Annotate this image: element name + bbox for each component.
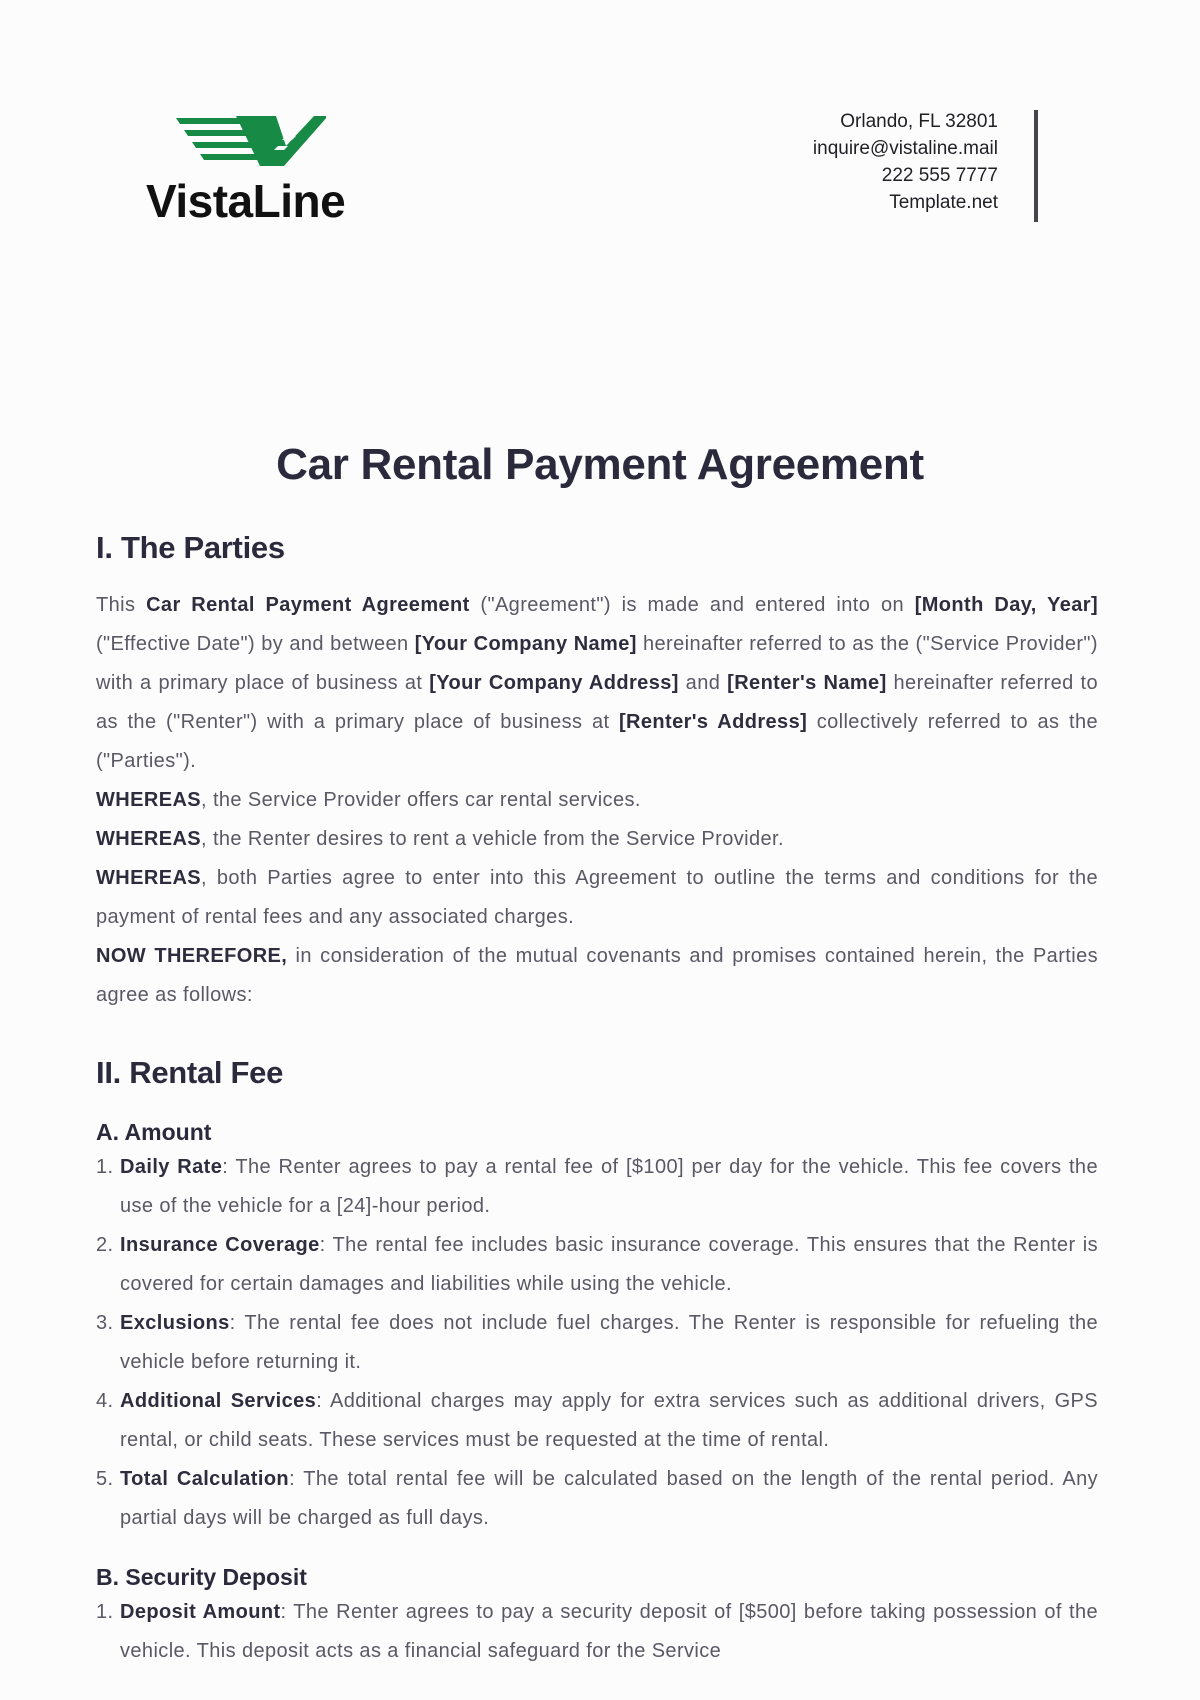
whereas-clause: WHEREAS, both Parties agree to enter into this Agreement to outline the terms and conditions for the payment of rental fees and any associated charges. bbox=[96, 867, 1098, 928]
list-item: 1. Deposit Amount: The Renter agrees to pay a security deposit of [$500] before taking possession of the vehicle. This deposit acts as a financial safeguard for the Service bbox=[96, 1601, 1099, 1662]
contact-block bbox=[813, 108, 998, 216]
contact-website[interactable]: Template.net bbox=[889, 192, 998, 213]
list-item: 5. Total Calculation: The total rental fee will be calculated based on the length of the rental period. Any partial days will be charged as full days. bbox=[96, 1468, 1098, 1529]
contact-address: Orlando, FL 32801 bbox=[840, 111, 998, 132]
section-heading-parties: I. The Parties bbox=[96, 530, 285, 565]
subsection-heading-security-deposit: B. Security Deposit bbox=[96, 1564, 307, 1590]
now-therefore-clause: NOW THEREFORE, in consideration of the mutual covenants and promises contained herein, the Parties agree as follows: bbox=[96, 945, 1098, 1006]
parties-intro-paragraph: This Car Rental Payment Agreement ("Agreement") is made and entered into on [Month Day, Year] ("Effective Date") by and between [Your Company Name] hereinafter referred to as the ("Service Provider") with a primary place of business at [Your Company Address] and [Renter's Name] hereinafter referred to as the ("Renter") with a primary place of business at [Renter's Address] collectively referred to as the ("Parties"). bbox=[96, 594, 1099, 772]
list-item: 3. Exclusions: The rental fee does not include fuel charges. The Renter is responsible for refueling the vehicle before returning it. bbox=[96, 1312, 1098, 1373]
list-item: 1. Daily Rate: The Renter agrees to pay a rental fee of [$100] per day for the vehicle. This fee covers the use of the vehicle for a [24]-hour period. bbox=[96, 1156, 1098, 1217]
subsection-heading-amount: A. Amount bbox=[96, 1119, 212, 1145]
amount-list bbox=[96, 1148, 1098, 1538]
list-item: 4. Additional Services: Additional charges may apply for extra services such as additional drivers, GPS rental, or child seats. These services must be requested at the time of rental. bbox=[96, 1390, 1099, 1451]
contact-email[interactable]: inquire@vistaline.mail bbox=[812, 138, 998, 159]
section-heading-rental-fee: II. Rental Fee bbox=[96, 1055, 284, 1090]
vistaline-wing-v-icon bbox=[176, 116, 326, 170]
contact-phone: 222 555 7777 bbox=[881, 165, 998, 186]
company-logo bbox=[146, 112, 356, 227]
whereas-clause: WHEREAS, the Renter desires to rent a vehicle from the Service Provider. bbox=[96, 828, 784, 850]
document-header bbox=[0, 0, 1200, 260]
security-deposit-list bbox=[96, 1593, 1098, 1671]
contact-divider bbox=[1034, 110, 1038, 222]
document-title: Car Rental Payment Agreement bbox=[276, 440, 924, 489]
logo-wordmark: VistaLine bbox=[146, 175, 346, 227]
document-body bbox=[96, 530, 1098, 1671]
list-item: 2. Insurance Coverage: The rental fee includes basic insurance coverage. This ensures that the Renter is covered for certain damages and liabilities while using the vehicle. bbox=[96, 1234, 1098, 1295]
whereas-clause: WHEREAS, the Service Provider offers car rental services. bbox=[96, 789, 641, 811]
